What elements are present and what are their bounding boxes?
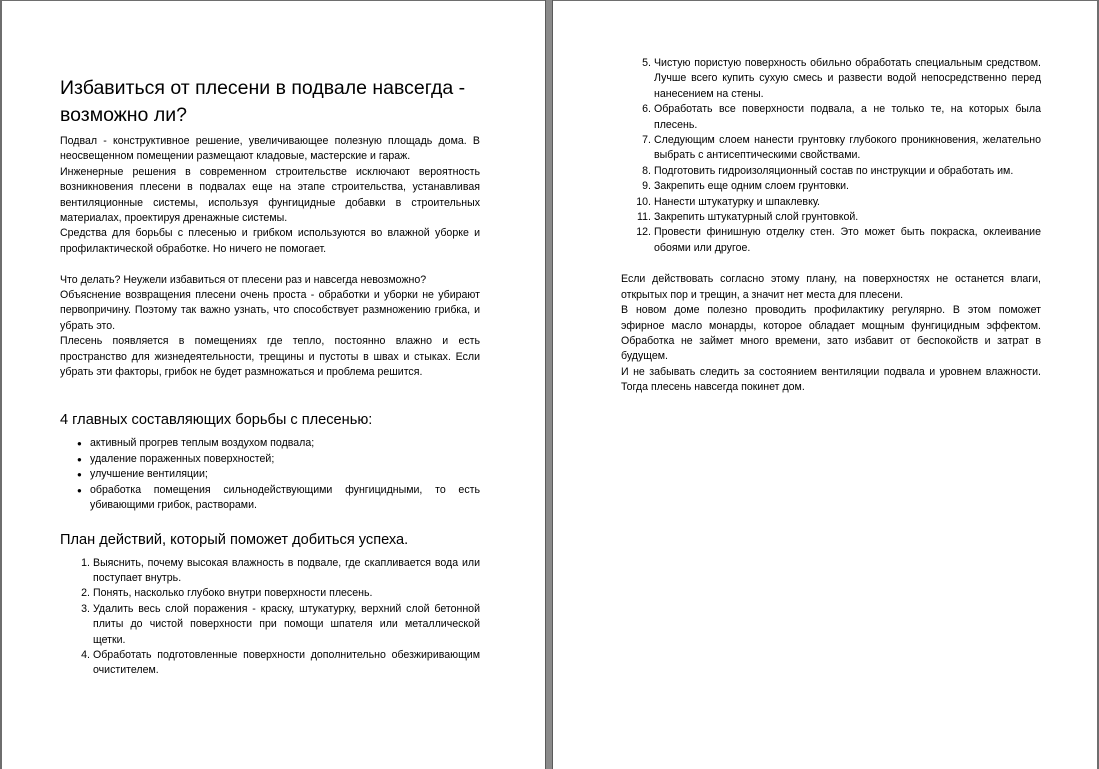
paragraph: И не забывать следить за состоянием вентиляции подвала и уровнем влажности. Тогда плесень навсегда покинет дом. <box>621 365 1041 394</box>
list-item: ● улучшение вентиляции; <box>60 467 480 482</box>
list-item <box>621 210 1041 225</box>
step-number: 9. <box>642 180 651 193</box>
components-list <box>60 436 480 513</box>
page-gutter <box>545 0 553 769</box>
list-item <box>60 602 480 648</box>
step-number: 7. <box>642 134 651 147</box>
step-number: 3. <box>81 602 90 615</box>
paragraph: Если действовать согласно этому плану, на поверхностях не останется влаги, открытых пор и трещин, а значит нет места для плесени. <box>621 273 1041 301</box>
paragraph: Что делать? Неужели избавиться от плесени раз и навсегда невозможно? <box>60 273 427 286</box>
list-item: ● обработка помещения сильнодействующими фунгицидными, то есть убивающими грибок, растворами. <box>60 483 480 514</box>
step-number: 6. <box>642 103 651 116</box>
list-item <box>60 556 480 587</box>
list-item <box>60 586 480 601</box>
list-item: ● активный прогрев теплым воздухом подвала; <box>60 436 480 451</box>
step-text: Закрепить еще одним слоем грунтовки. <box>654 180 849 193</box>
step-number: 11. <box>637 211 651 224</box>
step-number: 2. <box>81 587 90 600</box>
step-text: Понять, насколько глубоко внутри поверхности плесень. <box>93 587 373 600</box>
list-item <box>621 164 1041 179</box>
step-text: Следующим слоем нанести грунтовку глубокого проникновения, желательно выбрать с антисептическими свойствами. <box>654 134 1041 162</box>
step-text: Обработать все поверхности подвала, а не только те, на которых была плесень. <box>654 103 1041 131</box>
step-text: Подготовить гидроизоляционный состав по инструкции и обработать им. <box>654 164 1014 177</box>
list-item <box>621 195 1041 210</box>
paragraph: Объяснение возвращения плесени очень проста - обработки и уборки не убирают первопричину. Поэтому так важно узнать, что способствует размножению грибка, и убрать это. <box>60 289 480 332</box>
document-title: Избавиться от плесени в подвале навсегда - возможно ли? <box>60 77 466 126</box>
page-1-content <box>60 75 480 679</box>
step-number: 4. <box>81 648 90 661</box>
plan-steps-list-continued <box>621 56 1041 256</box>
step-text: Обработать подготовленные поверхности дополнительно обезжиривающим очистителем. <box>93 648 480 677</box>
list-item <box>621 102 1041 133</box>
components-heading: 4 главных составляющих борьбы с плесенью: <box>60 412 373 429</box>
list-item: ● удаление пораженных поверхностей; <box>60 452 480 467</box>
step-text: Закрепить штукатурный слой грунтовкой. <box>654 211 859 224</box>
plan-steps-list <box>60 556 480 679</box>
document-page-1 <box>0 0 545 769</box>
step-number: 8. <box>642 164 651 177</box>
step-text: Выяснить, почему высокая влажность в подвале, где скапливается вода или поступает внутрь. <box>93 556 480 584</box>
paragraph: Инженерные решения в современном строительстве исключают вероятность возникновения плесени в подвалах еще на этапе строительства, устанавливая вентиляционные системы, используя фунгицидные добавки в строительных материалах, проектируя дренажные системы. <box>60 165 480 225</box>
step-number: 5. <box>642 57 651 69</box>
paragraph: Подвал - конструктивное решение, увеличивающее полезную площадь дома. В неосвещенном помещении размещают кладовые, мастерские и гараж. <box>60 135 480 163</box>
step-text: Удалить весь слой поражения - краску, штукатурку, верхний слой бетонной плиты до чистой поверхности при помощи шпателя или металлической щетки. <box>93 602 480 646</box>
step-number: 12. <box>636 226 651 239</box>
step-text: Чистую пористую поверхность обильно обработать специальным средством. Лучше всего купить сухую смесь и развести водой непосредственно перед нанесением на стены. <box>654 57 1041 100</box>
plan-heading: План действий, который поможет добиться успеха. <box>60 531 409 548</box>
list-item <box>621 179 1041 194</box>
list-item <box>60 648 480 679</box>
paragraph: Плесень появляется в помещениях где тепло, постоянно влажно и есть пространство для жизнедеятельности, трещины и пустоты в швах и стыках. Если убрать эти факторы, грибок не будет размножаться и проблема решится. <box>60 335 480 379</box>
document-page-2 <box>553 0 1099 769</box>
page-2-content <box>621 56 1041 396</box>
list-item <box>621 56 1041 102</box>
paragraph: Средства для борьбы с плесенью и грибком используются во влажной уборке и профилактической обработке. Но ничего не помогает. <box>60 227 480 255</box>
step-text: Нанести штукатурку и шпаклевку. <box>654 195 820 208</box>
list-item <box>621 133 1041 164</box>
paragraph: В новом доме полезно проводить профилактику регулярно. В этом поможет эфирное масло монарды, которое обладает мощным фунгицидным эффектом. Обработка не займет много времени, зато избавит от беспокойств и затрат в будущем. <box>621 304 1041 363</box>
step-text: Провести финишную отделку стен. Это может быть покраска, оклеивание обоями или другое. <box>654 226 1041 254</box>
step-number: 1. <box>81 556 90 569</box>
list-item <box>621 225 1041 256</box>
step-number: 10. <box>636 195 651 208</box>
